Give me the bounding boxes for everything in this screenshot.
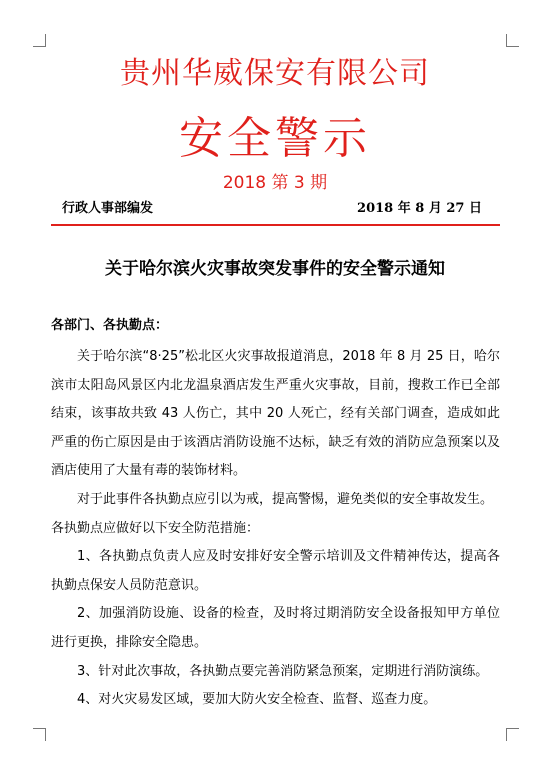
issue-number: 2018 第 3 期 bbox=[222, 173, 328, 193]
issuing-department: 行政人事部编发 bbox=[62, 201, 154, 216]
measure-item-3: 3、针对此次事故，各执勤点要完善消防紧急预案，定期进行消防演练。 bbox=[77, 663, 489, 679]
salutation: 各部门、各执勤点： bbox=[51, 318, 169, 333]
paragraph-measures-intro: 各执勤点应做好以下安全防范措施： bbox=[51, 520, 260, 536]
company-name: 贵州华威保安有限公司 bbox=[120, 56, 430, 91]
measure-item-1: 1、各执勤点负责人应及时安排好安全警示培训及文件精神传达，提高各执勤点保安人员防范意识。 bbox=[51, 549, 500, 593]
issue-date: 2018 年 8 月 27 日 bbox=[357, 201, 482, 216]
crop-mark-top-left bbox=[33, 34, 46, 47]
crop-mark-bottom-right bbox=[506, 728, 519, 741]
crop-mark-top-right bbox=[506, 34, 519, 47]
document-title: 安全警示 bbox=[179, 113, 371, 164]
header-divider bbox=[51, 224, 500, 226]
measure-item-2: 2、加强消防设施、设备的检查，及时将过期消防安全设备报知甲方单位进行更换，排除安全隐患。 bbox=[51, 606, 500, 650]
notice-body bbox=[51, 343, 500, 715]
paragraph-incident: 关于哈尔滨“8·25”松北区火灾事故报道消息，2018 年 8 月 25 日，哈尔滨市太阳岛风景区内北龙温泉酒店发生严重火灾事故，目前，搜救工作已全部结束，该事故共致 43 人伤亡，其中 20 人死亡，经有关部门调查，造成如此严重的伤亡原因是由于该酒店消防设施不达标，缺乏有效的消防应急预案以及酒店使用了大量有毒的装饰材料。 bbox=[51, 349, 500, 479]
notice-title: 关于哈尔滨火灾事故突发事件的安全警示通知 bbox=[105, 259, 445, 279]
measure-item-4: 4、对火灾易发区域，要加大防火安全检查、监督、巡查力度。 bbox=[77, 692, 437, 708]
document-meta bbox=[62, 199, 482, 219]
crop-mark-bottom-left bbox=[33, 728, 46, 741]
paragraph-warning: 对于此事件各执勤点应引以为戒，提高警惕，避免类似的安全事故发生。 bbox=[77, 491, 494, 507]
